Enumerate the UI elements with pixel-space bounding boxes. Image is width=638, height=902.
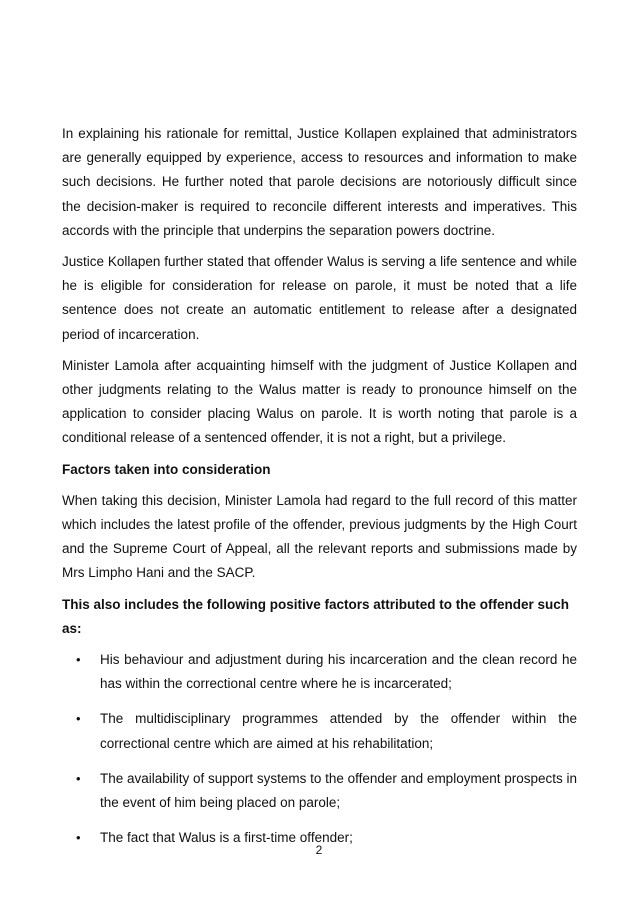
page-number: 2 [315,843,323,857]
list-item-text: His behaviour and adjustment during his incarceration and the clean record he has within the correctional centre where he is incarcerated; [100,652,577,692]
list-intro: This also includes the following positive factors attributed to the offender such as: [62,596,570,636]
paragraph-minister-ready: Minister Lamola after acquainting himself with the judgment of Justice Kollapen and other judgments relating to the Walus matter is ready to pronounce himself on the application to consider placing Walus on parole. It is worth noting that parole is a conditional release of a sentenced offender, it is not a right, but a privilege. [62,357,577,446]
list-item-text: The availability of support systems to the offender and employment prospects in the event of him being placed on parole; [100,770,578,811]
list-item [62,767,577,815]
paragraph-decision-record: When taking this decision, Minister Lamola had regard to the full record of this matter which includes the latest profile of the offender, previous judgments by the High Court and the Supreme Court of Appeal, all the relevant reports and submissions made by Mrs Limpho Hani and the SACP. [62,492,577,581]
bullet-icon: • [76,652,81,668]
positive-factors-list [62,648,577,850]
paragraph-remittal-rationale: In explaining his rationale for remittal, Justice Kollapen explained that administrators are generally equipped by experience, access to resources and information to make such decisions. He further noted that parole decisions are notoriously difficult since the decision-maker is required to reconcile different interests and imperatives. This accords with the principle that underpins the separation powers doctrine. [62,126,577,238]
bullet-icon: • [76,770,81,786]
list-item [62,707,577,755]
list-item-text: The fact that Walus is a first-time offender; [100,830,353,846]
page-body [62,122,577,861]
section-heading: Factors taken into consideration [62,461,271,477]
list-item-text: The multidisciplinary programmes attended by the offender within the correctional centre which are aimed at his rehabilitation; [100,711,577,751]
bullet-icon: • [76,830,81,846]
paragraph-life-sentence: Justice Kollapen further stated that offender Walus is serving a life sentence and while he is eligible for consideration for release on parole, it must be noted that a life sentence does not create an automatic entitlement to release after a designated period of incarceration. [62,254,577,342]
list-item [62,648,577,696]
bullet-icon: • [76,711,81,727]
